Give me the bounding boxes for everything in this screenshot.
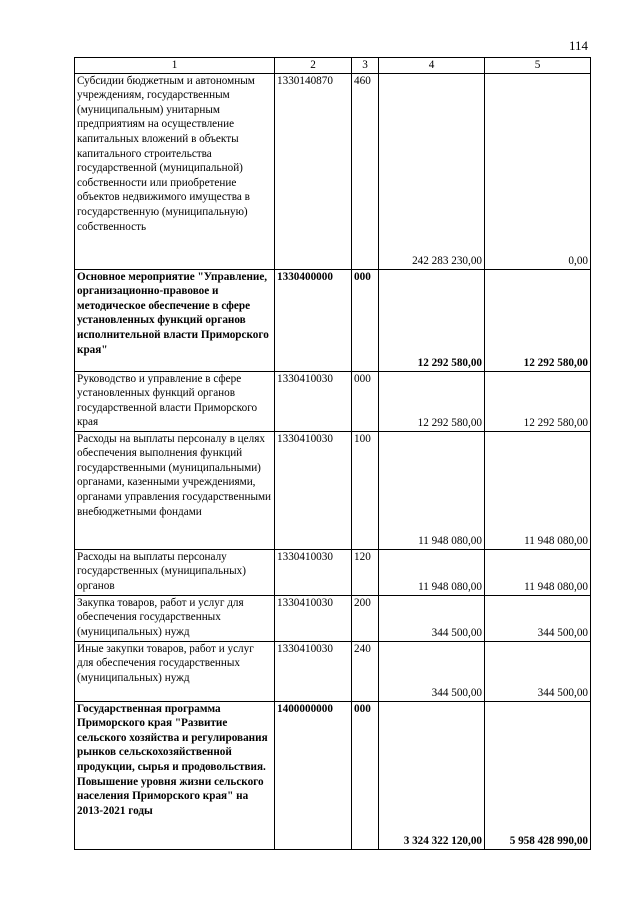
column-header-5: 5 [485, 58, 591, 74]
row-amount-col5: 11 948 080,00 [485, 431, 591, 549]
row-expense-type: 000 [352, 269, 379, 371]
row-expense-type: 460 [352, 73, 379, 269]
table-row [75, 549, 591, 595]
row-name: Расходы на выплаты персоналу в целях обеспечения выполнения функций государственными (муниципальными) органами, казенными учреждениями, органами управления государственными внебюджетными фондами [75, 431, 275, 549]
column-header-3: 3 [352, 58, 379, 74]
table-row [75, 431, 591, 549]
row-amount-col4: 12 292 580,00 [379, 269, 485, 371]
row-amount-col4: 242 283 230,00 [379, 73, 485, 269]
row-name: Субсидии бюджетным и автономным учреждениям, государственным (муниципальным) унитарным предприятиям на осуществление капитальных вложений в объекты капитального строительства государственной (муниципальной) собственности или приобретение объектов недвижимого имущества в государственную (муниципальную) собственность [75, 73, 275, 269]
table-row [75, 595, 591, 641]
row-expense-type: 000 [352, 371, 379, 431]
row-name: Руководство и управление в сфере установленных функций органов государственной власти Приморского края [75, 371, 275, 431]
row-amount-col5: 5 958 428 990,00 [485, 701, 591, 849]
row-amount-col5: 344 500,00 [485, 595, 591, 641]
row-amount-col4: 344 500,00 [379, 641, 485, 701]
row-name: Расходы на выплаты персоналу государственных (муниципальных) органов [75, 549, 275, 595]
column-header-1: 1 [75, 58, 275, 74]
row-amount-col4: 11 948 080,00 [379, 549, 485, 595]
row-expense-type: 000 [352, 701, 379, 849]
row-expense-type: 100 [352, 431, 379, 549]
table-row [75, 641, 591, 701]
row-amount-col5: 11 948 080,00 [485, 549, 591, 595]
table-row [75, 73, 591, 269]
row-amount-col5: 0,00 [485, 73, 591, 269]
row-name: Иные закупки товаров, работ и услуг для обеспечения государственных (муниципальных) нужд [75, 641, 275, 701]
row-code: 1330400000 [275, 269, 352, 371]
table-header-row [75, 58, 591, 74]
column-header-4: 4 [379, 58, 485, 74]
row-amount-col5: 344 500,00 [485, 641, 591, 701]
row-code: 1330410030 [275, 549, 352, 595]
row-amount-col5: 12 292 580,00 [485, 371, 591, 431]
row-name: Государственная программа Приморского края "Развитие сельского хозяйства и регулирования рынков сельскохозяйственной продукции, сырья и продовольствия. Повышение уровня жизни сельского населения Приморского края" на 2013-2021 годы [75, 701, 275, 849]
row-code: 1330410030 [275, 371, 352, 431]
row-amount-col4: 3 324 322 120,00 [379, 701, 485, 849]
row-code: 1330410030 [275, 641, 352, 701]
page-number: 114 [568, 38, 588, 53]
row-amount-col4: 12 292 580,00 [379, 371, 485, 431]
row-code: 1330140870 [275, 73, 352, 269]
row-code: 1330410030 [275, 595, 352, 641]
row-amount-col4: 11 948 080,00 [379, 431, 485, 549]
row-amount-col4: 344 500,00 [379, 595, 485, 641]
budget-table [74, 57, 591, 850]
column-header-2: 2 [275, 58, 352, 74]
row-name: Закупка товаров, работ и услуг для обеспечения государственных (муниципальных) нужд [75, 595, 275, 641]
row-expense-type: 120 [352, 549, 379, 595]
row-code: 1400000000 [275, 701, 352, 849]
table-row [75, 701, 591, 849]
row-code: 1330410030 [275, 431, 352, 549]
row-name: Основное мероприятие "Управление, организационно-правовое и методическое обеспечение в сфере установленных функций органов исполнительной власти Приморского края" [75, 269, 275, 371]
row-expense-type: 240 [352, 641, 379, 701]
table-row [75, 269, 591, 371]
table-row [75, 371, 591, 431]
row-amount-col5: 12 292 580,00 [485, 269, 591, 371]
row-expense-type: 200 [352, 595, 379, 641]
